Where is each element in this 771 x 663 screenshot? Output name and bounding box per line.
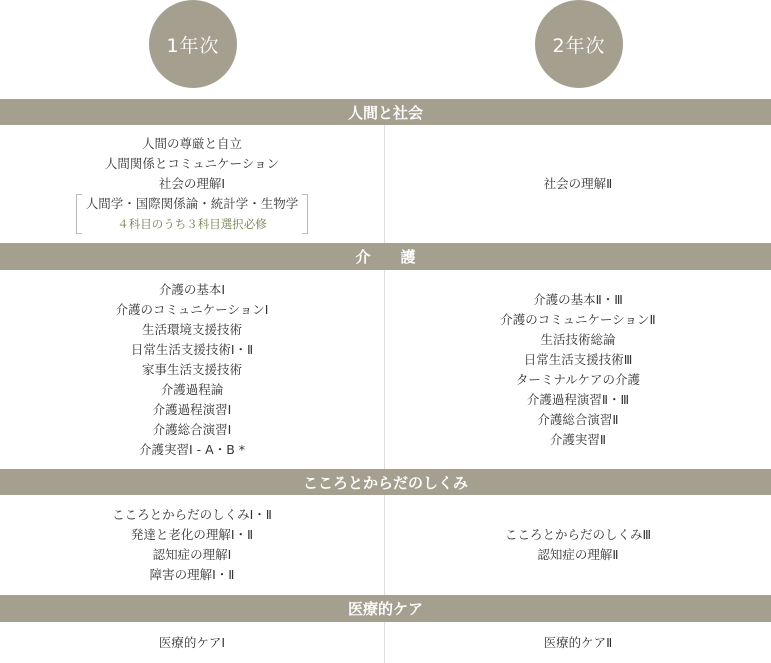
course-item: 介護総合演習Ⅱ — [537, 411, 619, 427]
year1-courses — [0, 270, 385, 469]
section-row-medical-care — [0, 622, 771, 663]
course-item: 障害の理解Ⅰ・Ⅱ — [149, 567, 235, 582]
course-item: 人間の尊厳と自立 — [141, 136, 242, 151]
section-header-mind-body: こころとからだのしくみ — [0, 469, 771, 495]
course-item: 介護のコミュニケーションⅡ — [500, 311, 656, 327]
year1-courses — [0, 495, 385, 595]
year2-courses — [385, 622, 771, 663]
year2-badge: 2年次 — [535, 0, 623, 88]
course-item: 介護総合演習Ⅰ — [152, 421, 232, 437]
elective-note: ４科目のうち３科目選択必修 — [117, 217, 267, 231]
course-item: 介護過程論 — [160, 381, 224, 397]
course-item: 生活技術総論 — [540, 331, 616, 347]
course-item: 介護の基本Ⅰ — [158, 281, 226, 297]
year1-courses — [0, 622, 385, 663]
section-row-care — [0, 270, 771, 469]
year1-courses — [0, 125, 385, 243]
course-item: 日常生活支援技術Ⅰ・Ⅱ — [130, 341, 254, 357]
course-item: 認知症の理解Ⅱ — [537, 547, 619, 562]
year1-badge: 1年次 — [149, 0, 237, 88]
course-item: こころとからだのしくみⅢ — [504, 527, 652, 542]
course-item: 医療的ケアⅡ — [543, 634, 613, 650]
course-item: こころとからだのしくみⅠ・Ⅱ — [112, 507, 272, 522]
elective-courses: 人間学・国際関係論・統計学・生物学 — [85, 196, 299, 211]
course-item: 介護のコミュニケーションⅠ — [115, 301, 269, 317]
course-item: 社会の理解Ⅰ — [158, 176, 226, 191]
course-item: 介護実習Ⅰ - A・B * — [139, 441, 245, 457]
course-item: 人間関係とコミュニケーション — [104, 156, 280, 171]
course-item: 認知症の理解Ⅰ — [152, 547, 232, 562]
course-item: 発達と老化の理解Ⅰ・Ⅱ — [130, 527, 254, 542]
course-item: 介護の基本Ⅱ・Ⅲ — [533, 291, 623, 307]
course-item: 生活環境支援技術 — [141, 321, 242, 337]
year2-courses — [385, 125, 771, 243]
course-item: 家事生活支援技術 — [141, 361, 242, 377]
section-header-medical-care: 医療的ケア — [0, 595, 771, 622]
course-item: 介護過程演習Ⅱ・Ⅲ — [526, 391, 630, 407]
course-item: 介護過程演習Ⅰ — [152, 401, 232, 417]
course-item: 社会の理解Ⅱ — [543, 176, 613, 191]
elective-group — [76, 194, 309, 234]
section-row-human-society — [0, 125, 771, 243]
year2-courses — [385, 270, 771, 469]
section-row-mind-body — [0, 495, 771, 595]
year2-courses — [385, 495, 771, 595]
course-item: 介護実習Ⅱ — [549, 431, 607, 447]
course-item: 日常生活支援技術Ⅲ — [523, 351, 633, 367]
course-item: ターミナルケアの介護 — [515, 371, 641, 387]
course-item: 医療的ケアⅠ — [158, 634, 226, 650]
section-header-human-society: 人間と社会 — [0, 99, 771, 125]
section-header-care: 介 護 — [0, 243, 771, 270]
